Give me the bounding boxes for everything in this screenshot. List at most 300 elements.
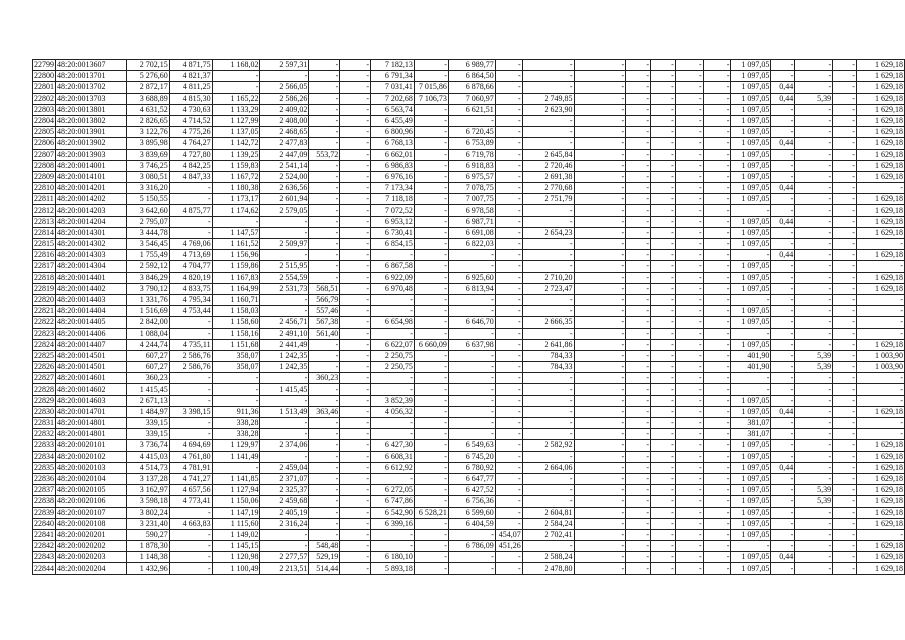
table-cell: 360,23 xyxy=(309,373,340,384)
table-cell: - xyxy=(169,384,212,395)
table-cell: - xyxy=(371,384,415,395)
table-cell: 1 139,25 xyxy=(212,149,260,160)
table-cell: - xyxy=(675,194,703,205)
table-cell: - xyxy=(414,149,448,160)
table-cell: - xyxy=(169,194,212,205)
table-cell: 553,72 xyxy=(309,149,340,160)
table-cell: 1 629,18 xyxy=(856,541,904,552)
table-cell: 3 444,78 xyxy=(126,227,169,238)
table-cell: - xyxy=(260,250,309,261)
table-cell: - xyxy=(340,160,371,171)
row-number-cell: 22837 xyxy=(34,485,54,495)
table-row xyxy=(33,306,905,317)
table-cell: - xyxy=(448,384,495,395)
table-cell: 6 612,92 xyxy=(371,462,415,473)
table-cell: 4 820,19 xyxy=(169,272,212,283)
table-cell: - xyxy=(626,362,651,373)
table-cell: - xyxy=(833,529,857,540)
table-cell: 1 513,49 xyxy=(260,406,309,417)
row-number-cell: 22834 xyxy=(34,451,54,461)
table-cell: - xyxy=(833,227,857,238)
table-cell: - xyxy=(414,350,448,361)
cadastral-number-cell: 48:20:0014201 xyxy=(56,183,127,194)
table-cell: 7 007,75 xyxy=(448,194,495,205)
table-cell: 6 864,50 xyxy=(448,71,495,82)
table-cell: - xyxy=(675,529,703,540)
table-cell: - xyxy=(414,239,448,250)
table-cell: - xyxy=(626,216,651,227)
table-cell: - xyxy=(675,462,703,473)
table-cell: 1 174,62 xyxy=(212,205,260,216)
table-row xyxy=(33,71,905,82)
cadastral-number-cell: 48:20:0014401 xyxy=(56,272,127,283)
table-cell: - xyxy=(771,205,795,216)
table-cell: 1 159,83 xyxy=(212,160,260,171)
table-cell: - xyxy=(703,82,731,93)
table-cell: - xyxy=(495,160,522,171)
table-cell: - xyxy=(795,507,833,518)
row-number-cell: 22831 xyxy=(34,418,54,428)
table-cell: 1 629,18 xyxy=(856,283,904,294)
table-cell: 4 775,26 xyxy=(169,127,212,138)
table-row xyxy=(33,82,905,93)
table-cell: - xyxy=(703,71,731,82)
table-cell: - xyxy=(703,250,731,261)
table-cell: 3 231,40 xyxy=(126,518,169,529)
table-cell: 2 371,07 xyxy=(260,473,309,484)
table-cell: - xyxy=(309,239,340,250)
table-cell: - xyxy=(495,171,522,182)
table-cell: - xyxy=(309,250,340,261)
table-cell: 7 031,41 xyxy=(371,82,415,93)
table-cell: 6 660,09 xyxy=(414,339,448,350)
table-cell: - xyxy=(771,261,795,272)
table-cell: - xyxy=(833,373,857,384)
table-cell: - xyxy=(650,261,675,272)
table-row xyxy=(33,462,905,473)
table-cell: - xyxy=(309,384,340,395)
table-cell: - xyxy=(340,294,371,305)
table-cell: - xyxy=(414,563,448,574)
table-cell: - xyxy=(522,294,574,305)
table-cell: - xyxy=(675,60,703,71)
table-cell: 1 629,18 xyxy=(856,115,904,126)
table-cell: - xyxy=(833,283,857,294)
table-row xyxy=(33,485,905,496)
table-cell: - xyxy=(340,216,371,227)
table-cell: - xyxy=(371,429,415,440)
table-cell: - xyxy=(309,127,340,138)
table-cell: - xyxy=(675,283,703,294)
table-cell: - xyxy=(856,317,904,328)
cadastral-number-cell: 48:20:0014701 xyxy=(56,406,127,417)
table-cell: 1 097,05 xyxy=(731,138,771,149)
table-row xyxy=(33,529,905,540)
table-cell: 6 180,10 xyxy=(371,552,415,563)
table-cell: - xyxy=(414,328,448,339)
cadastral-number-cell: 48:20:0014001 xyxy=(56,160,127,171)
cadastral-number-cell: 48:20:0014402 xyxy=(56,283,127,294)
cadastral-number-cell: 48:20:0020104 xyxy=(56,473,127,484)
table-cell: - xyxy=(626,429,651,440)
row-number-cell: 22808 xyxy=(34,160,54,170)
table-cell: - xyxy=(212,373,260,384)
table-cell: 1 097,05 xyxy=(731,451,771,462)
row-number-cell: 22839 xyxy=(34,507,54,517)
table-cell: - xyxy=(771,440,795,451)
table-cell: - xyxy=(833,104,857,115)
cadastral-number-cell: 48:20:0013703 xyxy=(56,93,127,104)
table-cell: - xyxy=(675,473,703,484)
table-cell: 3 746,25 xyxy=(126,160,169,171)
row-number-cell: 22815 xyxy=(34,239,54,249)
table-cell: 7 182,13 xyxy=(371,60,415,71)
table-cell: 5,39 xyxy=(795,93,833,104)
table-cell: 358,07 xyxy=(212,362,260,373)
table-cell: 2 691,38 xyxy=(522,171,574,182)
table-cell: 1 097,05 xyxy=(731,552,771,563)
table-cell: - xyxy=(675,205,703,216)
table-cell: - xyxy=(626,339,651,350)
table-cell: 2 702,41 xyxy=(522,529,574,540)
table-cell: - xyxy=(795,194,833,205)
table-cell: - xyxy=(574,306,626,317)
table-cell: 1 097,05 xyxy=(731,272,771,283)
table-cell: - xyxy=(675,406,703,417)
table-cell: - xyxy=(574,149,626,160)
table-cell: - xyxy=(309,60,340,71)
table-cell: - xyxy=(795,82,833,93)
table-cell: - xyxy=(771,127,795,138)
table-cell: 1 097,05 xyxy=(731,317,771,328)
table-cell: - xyxy=(574,473,626,484)
table-cell: - xyxy=(169,183,212,194)
table-cell: - xyxy=(340,82,371,93)
table-cell: 1 160,71 xyxy=(212,294,260,305)
table-cell: 607,27 xyxy=(126,350,169,361)
table-cell: - xyxy=(833,518,857,529)
table-cell: - xyxy=(574,104,626,115)
table-cell: - xyxy=(650,160,675,171)
table-cell: - xyxy=(833,552,857,563)
cadastral-number-cell: 48:20:0020102 xyxy=(56,451,127,462)
table-cell: - xyxy=(675,82,703,93)
table-cell: - xyxy=(309,350,340,361)
row-number-cell: 22824 xyxy=(34,339,54,349)
table-cell: - xyxy=(340,239,371,250)
table-cell: - xyxy=(371,541,415,552)
table-cell: - xyxy=(675,418,703,429)
table-cell: - xyxy=(833,272,857,283)
table-row xyxy=(33,429,905,440)
table-cell: 1 148,38 xyxy=(126,552,169,563)
table-cell: - xyxy=(675,395,703,406)
table-cell: - xyxy=(650,250,675,261)
table-cell: - xyxy=(731,384,771,395)
table-cell: - xyxy=(574,250,626,261)
table-cell: 1 629,18 xyxy=(856,82,904,93)
table-cell: - xyxy=(495,384,522,395)
table-cell: - xyxy=(522,205,574,216)
table-cell: - xyxy=(771,473,795,484)
table-cell: - xyxy=(574,261,626,272)
table-cell: 2 842,00 xyxy=(126,317,169,328)
table-cell: 1 097,05 xyxy=(731,115,771,126)
table-cell: - xyxy=(626,138,651,149)
table-cell: 5 150,55 xyxy=(126,194,169,205)
table-cell: 0,44 xyxy=(771,138,795,149)
table-cell: - xyxy=(495,563,522,574)
table-cell: - xyxy=(703,395,731,406)
table-cell: - xyxy=(703,473,731,484)
row-number-cell: 22814 xyxy=(34,227,54,237)
table-cell: 1 629,18 xyxy=(856,250,904,261)
table-cell: - xyxy=(448,406,495,417)
table-cell: - xyxy=(771,518,795,529)
table-cell: - xyxy=(574,317,626,328)
table-cell: 6 987,71 xyxy=(448,216,495,227)
table-cell: 1 097,05 xyxy=(731,496,771,507)
table-cell: 2 654,23 xyxy=(522,227,574,238)
table-cell: 6 719,78 xyxy=(448,149,495,160)
table-cell: 6 549,63 xyxy=(448,440,495,451)
table-cell: 6 854,15 xyxy=(371,239,415,250)
table-cell: - xyxy=(414,127,448,138)
table-cell: - xyxy=(574,283,626,294)
table-cell: - xyxy=(309,272,340,283)
table-cell: - xyxy=(414,183,448,194)
table-cell: - xyxy=(169,373,212,384)
table-cell: - xyxy=(856,418,904,429)
row-number-cell: 22841 xyxy=(34,529,54,539)
cadastral-number-cell: 48:20:0014501 xyxy=(56,350,127,361)
table-cell: 1 147,19 xyxy=(212,507,260,518)
table-cell: - xyxy=(650,429,675,440)
table-cell: - xyxy=(340,138,371,149)
table-cell: - xyxy=(795,149,833,160)
table-cell: - xyxy=(212,395,260,406)
table-cell: - xyxy=(495,283,522,294)
table-cell: - xyxy=(675,541,703,552)
cadastral-number-cell: 48:20:0014801 xyxy=(56,429,127,440)
table-cell: - xyxy=(448,115,495,126)
table-cell: - xyxy=(771,350,795,361)
table-cell: 1 097,05 xyxy=(731,104,771,115)
cadastral-number-cell: 48:20:0013903 xyxy=(56,149,127,160)
table-cell: - xyxy=(626,227,651,238)
cadastral-number-cell: 48:20:0014801 xyxy=(56,418,127,429)
cadastral-number-cell: 48:20:0014602 xyxy=(56,384,127,395)
table-cell: 4 761,80 xyxy=(169,451,212,462)
table-cell: 6 730,41 xyxy=(371,227,415,238)
table-cell: - xyxy=(675,496,703,507)
table-row xyxy=(33,104,905,115)
table-cell: 2 636,56 xyxy=(260,183,309,194)
row-number-cell: 22813 xyxy=(34,216,54,226)
table-row xyxy=(33,384,905,395)
table-row xyxy=(33,541,905,552)
table-cell: - xyxy=(340,473,371,484)
table-cell: - xyxy=(522,306,574,317)
table-cell: - xyxy=(414,250,448,261)
table-cell: - xyxy=(574,384,626,395)
table-cell: 561,40 xyxy=(309,328,340,339)
table-cell: - xyxy=(650,138,675,149)
table-cell: 4 871,75 xyxy=(169,60,212,71)
table-cell: - xyxy=(703,272,731,283)
table-cell: - xyxy=(414,283,448,294)
table-cell: 1 629,18 xyxy=(856,205,904,216)
table-cell: - xyxy=(574,350,626,361)
table-cell: - xyxy=(675,552,703,563)
table-cell: 1 629,18 xyxy=(856,227,904,238)
table-cell: 1 629,18 xyxy=(856,339,904,350)
table-cell: 6 976,16 xyxy=(371,171,415,182)
table-cell: - xyxy=(650,239,675,250)
table-cell: - xyxy=(495,294,522,305)
table-cell: - xyxy=(522,406,574,417)
table-cell: 381,07 xyxy=(731,418,771,429)
row-number-cell: 22821 xyxy=(34,306,54,316)
table-cell: - xyxy=(574,227,626,238)
table-cell: - xyxy=(309,205,340,216)
table-cell: 3 688,89 xyxy=(126,93,169,104)
table-cell: - xyxy=(795,160,833,171)
table-cell: 557,46 xyxy=(309,306,340,317)
table-cell: - xyxy=(212,462,260,473)
table-cell: - xyxy=(495,93,522,104)
table-cell: 2 586,26 xyxy=(260,93,309,104)
table-cell: - xyxy=(522,485,574,496)
table-cell: - xyxy=(626,194,651,205)
table-cell: - xyxy=(340,149,371,160)
table-cell: - xyxy=(371,328,415,339)
table-cell: - xyxy=(650,529,675,540)
table-cell: - xyxy=(650,350,675,361)
table-cell: - xyxy=(495,71,522,82)
table-cell: - xyxy=(771,60,795,71)
table-cell: - xyxy=(833,339,857,350)
table-cell: - xyxy=(703,339,731,350)
table-cell: 2 641,86 xyxy=(522,339,574,350)
table-cell: - xyxy=(795,127,833,138)
table-cell: - xyxy=(771,429,795,440)
table-cell: 1 097,05 xyxy=(731,283,771,294)
table-cell: 1 415,45 xyxy=(260,384,309,395)
table-cell: 0,44 xyxy=(771,406,795,417)
table-cell: - xyxy=(626,239,651,250)
table-cell: - xyxy=(771,339,795,350)
table-cell: - xyxy=(833,440,857,451)
table-cell: - xyxy=(522,216,574,227)
table-cell: - xyxy=(574,529,626,540)
row-number-cell: 22817 xyxy=(34,261,54,271)
table-cell: 1 629,18 xyxy=(856,138,904,149)
table-cell: - xyxy=(626,283,651,294)
table-row xyxy=(33,160,905,171)
table-row xyxy=(33,227,905,238)
table-row xyxy=(33,216,905,227)
table-cell: - xyxy=(574,563,626,574)
table-cell: - xyxy=(771,485,795,496)
table-cell: - xyxy=(703,373,731,384)
table-cell: - xyxy=(771,306,795,317)
table-cell: 1 097,05 xyxy=(731,171,771,182)
table-cell: - xyxy=(675,518,703,529)
table-cell: - xyxy=(833,451,857,462)
table-cell: - xyxy=(795,294,833,305)
table-cell: - xyxy=(522,127,574,138)
table-cell: 1 484,97 xyxy=(126,406,169,417)
table-cell: - xyxy=(650,104,675,115)
table-cell: - xyxy=(371,418,415,429)
table-cell: 6 925,60 xyxy=(448,272,495,283)
table-cell: - xyxy=(260,71,309,82)
table-row xyxy=(33,272,905,283)
table-cell: - xyxy=(650,451,675,462)
table-cell: - xyxy=(495,227,522,238)
row-number-cell: 22823 xyxy=(34,328,54,338)
table-cell: - xyxy=(650,216,675,227)
table-cell: 3 790,12 xyxy=(126,283,169,294)
table-cell: 2 579,05 xyxy=(260,205,309,216)
table-cell: - xyxy=(574,362,626,373)
table-cell: 2 597,31 xyxy=(260,60,309,71)
table-cell: 1 097,05 xyxy=(731,194,771,205)
table-cell: - xyxy=(495,272,522,283)
table-cell: - xyxy=(309,440,340,451)
table-cell: - xyxy=(771,373,795,384)
table-cell: - xyxy=(495,373,522,384)
table-cell: 1 629,18 xyxy=(856,507,904,518)
table-cell: - xyxy=(414,451,448,462)
table-cell: - xyxy=(448,373,495,384)
table-cell: - xyxy=(522,250,574,261)
cadastral-number-cell: 48:20:0013702 xyxy=(56,82,127,93)
table-cell: 1 097,05 xyxy=(731,82,771,93)
table-cell: 1 120,98 xyxy=(212,552,260,563)
table-cell: - xyxy=(340,395,371,406)
table-cell: 529,19 xyxy=(309,552,340,563)
table-cell: 1 878,30 xyxy=(126,541,169,552)
table-cell: - xyxy=(795,384,833,395)
table-cell: 4 773,41 xyxy=(169,496,212,507)
table-cell: - xyxy=(574,541,626,552)
table-cell: - xyxy=(309,518,340,529)
cadastral-number-cell: 48:20:0014303 xyxy=(56,250,127,261)
table-cell: - xyxy=(340,205,371,216)
table-cell: - xyxy=(856,395,904,406)
table-cell: 1 097,05 xyxy=(731,71,771,82)
table-cell: 1 097,05 xyxy=(731,518,771,529)
table-cell: - xyxy=(340,104,371,115)
table-cell: - xyxy=(856,306,904,317)
table-cell: 3 598,18 xyxy=(126,496,169,507)
table-cell: - xyxy=(771,71,795,82)
table-cell: - xyxy=(495,451,522,462)
table-cell: 1 159,86 xyxy=(212,261,260,272)
table-cell: - xyxy=(495,418,522,429)
table-cell: 1 137,05 xyxy=(212,127,260,138)
table-cell: 2 586,76 xyxy=(169,350,212,361)
table-cell: 6 800,96 xyxy=(371,127,415,138)
table-cell: 338,28 xyxy=(212,418,260,429)
table-cell: - xyxy=(626,406,651,417)
table-cell: 1 432,96 xyxy=(126,563,169,574)
table-cell: 4 875,77 xyxy=(169,205,212,216)
table-cell: 6 822,03 xyxy=(448,239,495,250)
table-cell: 1 097,05 xyxy=(731,127,771,138)
